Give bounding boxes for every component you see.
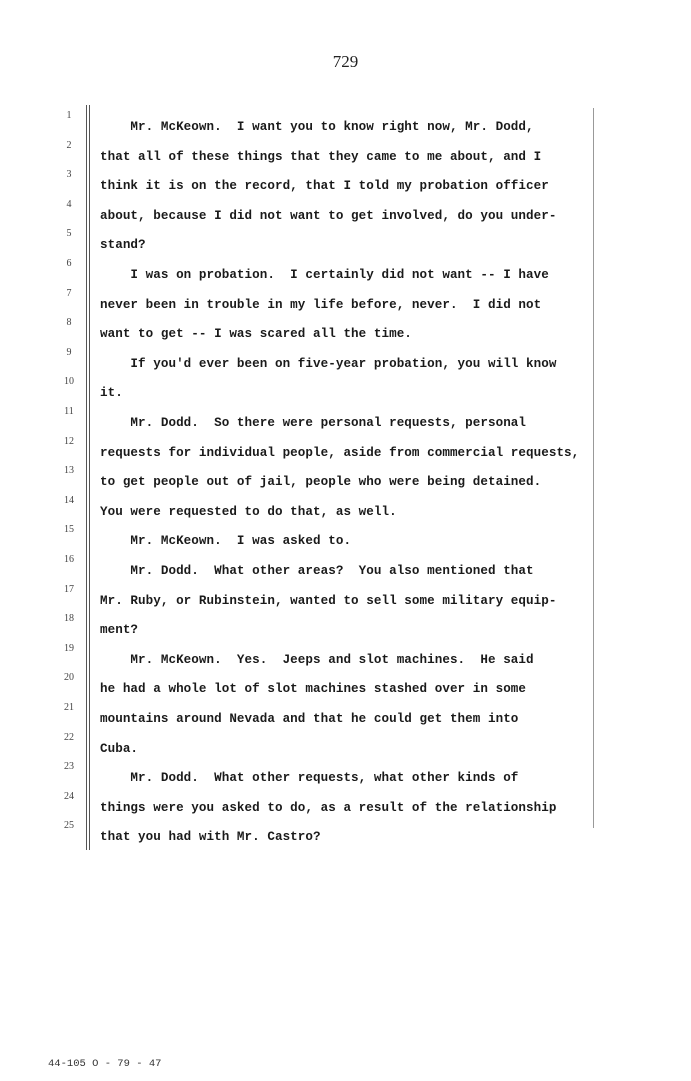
footer-print-code: 44-105 O - 79 - 47 xyxy=(48,1058,162,1070)
line-number: 18 xyxy=(64,613,74,625)
line-number: 15 xyxy=(64,524,74,536)
line-number: 17 xyxy=(64,583,74,595)
transcript-line: If you'd ever been on five-year probation, you will know xyxy=(100,356,557,371)
line-number: 8 xyxy=(66,317,72,329)
line-number: 1 xyxy=(66,110,72,121)
line-number: 16 xyxy=(64,554,74,565)
transcript-line: Mr. McKeown. I want you to know right now, Mr. Dodd, xyxy=(100,120,534,134)
transcript-line: Mr. McKeown. Yes. Jeeps and slot machines. He said xyxy=(100,652,534,667)
left-margin-rule xyxy=(86,105,87,850)
line-number: 9 xyxy=(66,346,72,358)
transcript-line: Mr. Dodd. So there were personal requests, personal xyxy=(100,416,527,430)
transcript-line: Mr. Ruby, or Rubinstein, wanted to sell some military equip- xyxy=(100,593,557,608)
line-number: 12 xyxy=(64,435,74,447)
line-number: 20 xyxy=(64,672,74,684)
transcript-line: ment? xyxy=(100,623,139,638)
transcript-line: You were requested to do that, as well. xyxy=(100,504,397,519)
transcript-line: Mr. Dodd. What other requests, what other kinds of xyxy=(100,771,519,786)
transcript-line: that all of these things that they came to me about, and I xyxy=(100,149,542,164)
transcript-line: I was on probation. I certainly did not want -- I have xyxy=(100,268,549,282)
line-number: 10 xyxy=(64,376,74,388)
left-margin-rule-inner xyxy=(89,105,90,850)
transcript-line: mountains around Nevada and that he could get them into xyxy=(100,712,519,726)
line-number: 24 xyxy=(64,790,74,802)
transcript-line: he had a whole lot of slot machines stashed over in some xyxy=(100,682,527,697)
transcript-line: to get people out of jail, people who were being detained. xyxy=(100,475,542,490)
transcript-line: want to get -- I was scared all the time. xyxy=(100,327,412,342)
transcript-line: Cuba. xyxy=(100,741,139,756)
transcript-line: about, because I did not want to get involved, do you under- xyxy=(100,208,557,223)
line-number: 19 xyxy=(64,642,74,654)
transcript-line: it. xyxy=(100,386,123,401)
line-number: 3 xyxy=(66,169,72,181)
page-number: 729 xyxy=(332,52,359,71)
transcript-line: requests for individual people, aside from commercial requests, xyxy=(100,445,580,460)
line-number: 13 xyxy=(64,465,74,477)
line-number: 14 xyxy=(64,494,74,506)
line-number: 4 xyxy=(66,198,72,210)
line-number: 7 xyxy=(66,287,72,299)
line-number: 5 xyxy=(66,228,72,240)
line-number: 11 xyxy=(64,406,74,417)
line-number: 21 xyxy=(64,702,74,713)
transcript-line: Mr. McKeown. I was asked to. xyxy=(100,534,352,549)
transcript-line: think it is on the record, that I told my probation officer xyxy=(100,179,549,194)
line-number: 6 xyxy=(66,258,72,269)
transcript-line: never been in trouble in my life before, never. I did not xyxy=(100,297,542,312)
transcript-line: things were you asked to do, as a result of the relationship xyxy=(100,800,557,815)
transcript-line: Mr. Dodd. What other areas? You also mentioned that xyxy=(100,564,534,578)
transcript-line: that you had with Mr. Castro? xyxy=(100,830,321,845)
line-number: 2 xyxy=(66,139,72,151)
transcript-line: stand? xyxy=(100,238,146,253)
line-number: 25 xyxy=(64,820,74,832)
line-number: 22 xyxy=(64,731,74,743)
line-number: 23 xyxy=(64,761,74,773)
